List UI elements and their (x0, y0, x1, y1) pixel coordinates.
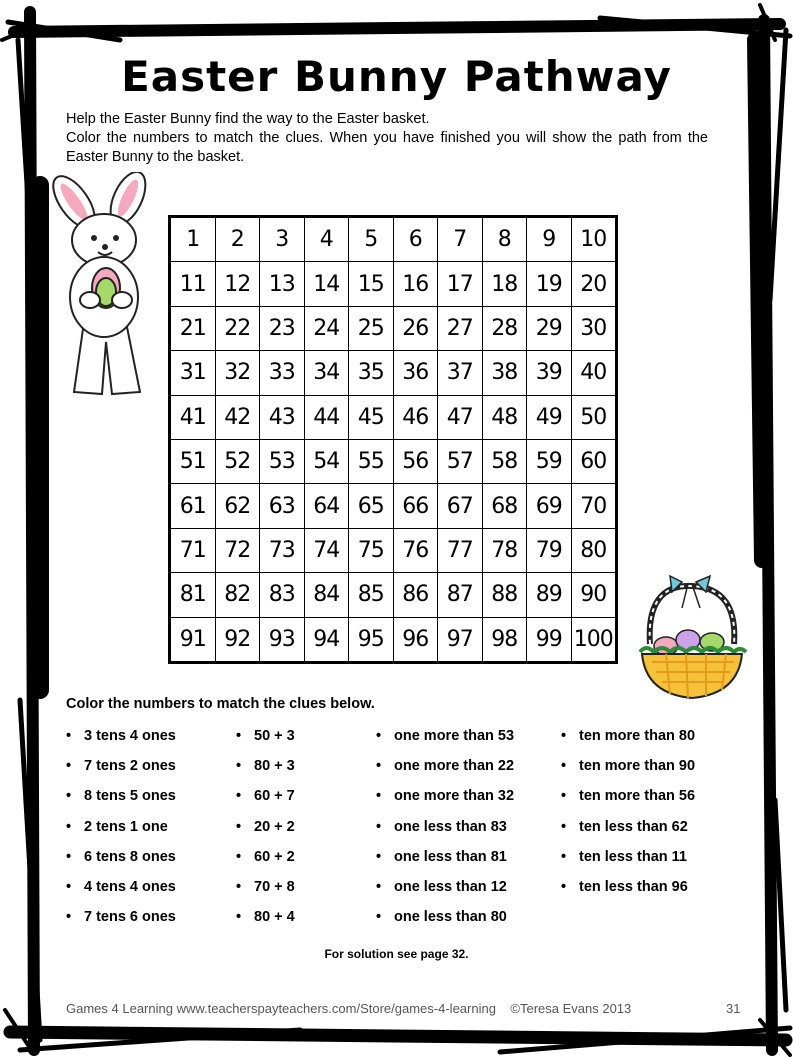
number-cell[interactable]: 29 (527, 306, 572, 350)
chart-row (170, 439, 617, 483)
chart-row (170, 573, 617, 617)
number-cell[interactable]: 2 (215, 217, 260, 262)
chart-row (170, 395, 617, 439)
number-cell[interactable]: 21 (170, 306, 216, 350)
number-cell[interactable]: 98 (482, 617, 527, 662)
chart-row (170, 528, 617, 572)
solution-note: For solution see page 32. (324, 947, 469, 961)
number-cell[interactable]: 48 (482, 395, 527, 439)
number-cell[interactable]: 62 (215, 484, 260, 528)
number-cell[interactable]: 1 (170, 217, 216, 262)
number-cell[interactable]: 40 (571, 351, 617, 395)
number-cell[interactable]: 90 (571, 573, 617, 617)
number-cell[interactable]: 78 (482, 528, 527, 572)
chart-row (170, 351, 617, 395)
number-cell[interactable]: 34 (304, 351, 349, 395)
number-cell[interactable]: 6 (393, 217, 438, 262)
number-cell[interactable]: 20 (571, 262, 617, 306)
number-cell[interactable]: 35 (349, 351, 394, 395)
number-cell[interactable]: 15 (349, 262, 394, 306)
clue-item: • one more than 32 (376, 787, 514, 817)
number-cell[interactable]: 30 (571, 306, 617, 350)
number-cell[interactable]: 51 (170, 439, 216, 483)
number-cell[interactable]: 94 (304, 617, 349, 662)
number-cell[interactable]: 14 (304, 262, 349, 306)
number-cell[interactable]: 4 (304, 217, 349, 262)
clue-item: • ten more than 90 (561, 757, 695, 787)
clue-item: • 60 + 2 (236, 848, 295, 878)
clue-column-3 (376, 727, 514, 938)
number-cell[interactable]: 19 (527, 262, 572, 306)
clue-item: • 80 + 3 (236, 757, 295, 787)
number-cell[interactable]: 88 (482, 573, 527, 617)
number-cell[interactable]: 77 (438, 528, 483, 572)
page-title: Easter Bunny Pathway (121, 52, 672, 101)
instructions (66, 110, 708, 167)
clue-item: • ten more than 56 (561, 787, 695, 817)
number-cell[interactable]: 46 (393, 395, 438, 439)
clue-item: • one more than 22 (376, 757, 514, 787)
clue-item: • one less than 12 (376, 878, 514, 908)
clue-item: • ten more than 80 (561, 727, 695, 757)
number-cell[interactable]: 16 (393, 262, 438, 306)
number-cell[interactable]: 95 (349, 617, 394, 662)
number-cell[interactable]: 49 (527, 395, 572, 439)
number-cell[interactable]: 69 (527, 484, 572, 528)
number-cell[interactable]: 8 (482, 217, 527, 262)
clue-item: • 80 + 4 (236, 908, 295, 938)
number-cell[interactable]: 41 (170, 395, 216, 439)
number-cell[interactable]: 74 (304, 528, 349, 572)
clue-column-1 (66, 727, 176, 938)
number-cell[interactable]: 3 (260, 217, 305, 262)
easter-bunny-illustration (44, 172, 168, 404)
hundreds-chart (168, 215, 618, 664)
number-cell[interactable]: 68 (482, 484, 527, 528)
number-cell[interactable]: 57 (438, 439, 483, 483)
number-cell[interactable]: 28 (482, 306, 527, 350)
number-cell[interactable]: 80 (571, 528, 617, 572)
number-cell[interactable]: 75 (349, 528, 394, 572)
number-cell[interactable]: 22 (215, 306, 260, 350)
number-cell[interactable]: 86 (393, 573, 438, 617)
number-cell[interactable]: 99 (527, 617, 572, 662)
number-cell[interactable]: 65 (349, 484, 394, 528)
clue-item: • 7 tens 6 ones (66, 908, 176, 938)
number-cell[interactable]: 82 (215, 573, 260, 617)
number-cell[interactable]: 56 (393, 439, 438, 483)
number-cell[interactable]: 66 (393, 484, 438, 528)
number-cell[interactable]: 72 (215, 528, 260, 572)
number-cell[interactable]: 59 (527, 439, 572, 483)
number-cell[interactable]: 91 (170, 617, 216, 662)
clue-column-2 (236, 727, 295, 938)
number-cell[interactable]: 96 (393, 617, 438, 662)
number-cell[interactable]: 39 (527, 351, 572, 395)
number-cell[interactable]: 43 (260, 395, 305, 439)
clue-item: • one less than 81 (376, 848, 514, 878)
clue-item: • 4 tens 4 ones (66, 878, 176, 908)
number-cell[interactable]: 10 (571, 217, 617, 262)
number-cell[interactable]: 36 (393, 351, 438, 395)
number-cell[interactable]: 70 (571, 484, 617, 528)
number-cell[interactable]: 61 (170, 484, 216, 528)
clue-item: • 20 + 2 (236, 818, 295, 848)
number-cell[interactable]: 63 (260, 484, 305, 528)
number-cell[interactable]: 31 (170, 351, 216, 395)
chart-row (170, 484, 617, 528)
number-cell[interactable]: 26 (393, 306, 438, 350)
footer-credit: Games 4 Learning www.teacherspayteachers.com/Store/games-4-learning ©Teresa Evans 2013 (66, 1001, 632, 1016)
chart-row (170, 306, 617, 350)
clue-item: • 70 + 8 (236, 878, 295, 908)
clue-item: • ten less than 11 (561, 848, 695, 878)
number-cell[interactable]: 24 (304, 306, 349, 350)
instruction-line-2: Color the numbers to match the clues. When you have finished you will show the path from the Easter Bunny to the basket. (66, 130, 708, 165)
clue-item: • one less than 80 (376, 908, 514, 938)
number-cell[interactable]: 47 (438, 395, 483, 439)
number-cell[interactable]: 97 (438, 617, 483, 662)
number-cell[interactable]: 60 (571, 439, 617, 483)
number-cell[interactable]: 93 (260, 617, 305, 662)
number-cell[interactable]: 11 (170, 262, 216, 306)
clue-column-4 (561, 727, 695, 908)
number-cell[interactable]: 73 (260, 528, 305, 572)
number-cell[interactable]: 13 (260, 262, 305, 306)
chart-row (170, 217, 617, 262)
number-cell[interactable]: 76 (393, 528, 438, 572)
clues-heading: Color the numbers to match the clues below. (66, 696, 375, 712)
number-cell[interactable]: 50 (571, 395, 617, 439)
number-cell[interactable]: 52 (215, 439, 260, 483)
number-cell[interactable]: 7 (438, 217, 483, 262)
number-cell[interactable]: 12 (215, 262, 260, 306)
number-cell[interactable]: 58 (482, 439, 527, 483)
number-cell[interactable]: 92 (215, 617, 260, 662)
chart-row (170, 617, 617, 662)
number-cell[interactable]: 18 (482, 262, 527, 306)
page-number: 31 (726, 1001, 741, 1016)
easter-basket-illustration (626, 574, 758, 702)
number-cell[interactable]: 64 (304, 484, 349, 528)
number-cell[interactable]: 89 (527, 573, 572, 617)
clue-item: • 2 tens 1 one (66, 818, 176, 848)
number-cell[interactable]: 42 (215, 395, 260, 439)
number-cell[interactable]: 25 (349, 306, 394, 350)
instruction-line-1: Help the Easter Bunny find the way to the Easter basket. (66, 111, 430, 127)
number-cell[interactable]: 53 (260, 439, 305, 483)
number-cell[interactable]: 44 (304, 395, 349, 439)
clue-item: • 60 + 7 (236, 787, 295, 817)
number-cell[interactable]: 81 (170, 573, 216, 617)
number-cell[interactable]: 79 (527, 528, 572, 572)
chart-row (170, 262, 617, 306)
number-cell[interactable]: 67 (438, 484, 483, 528)
number-cell[interactable]: 38 (482, 351, 527, 395)
number-cell[interactable]: 87 (438, 573, 483, 617)
number-cell[interactable]: 32 (215, 351, 260, 395)
number-cell[interactable]: 45 (349, 395, 394, 439)
number-cell[interactable]: 37 (438, 351, 483, 395)
clue-item: • 50 + 3 (236, 727, 295, 757)
clue-item: • ten less than 96 (561, 878, 695, 908)
number-cell[interactable]: 84 (304, 573, 349, 617)
number-cell[interactable]: 100 (571, 617, 617, 662)
number-cell[interactable]: 27 (438, 306, 483, 350)
number-cell[interactable]: 33 (260, 351, 305, 395)
clue-item: • 8 tens 5 ones (66, 787, 176, 817)
clue-item: • 3 tens 4 ones (66, 727, 176, 757)
number-cell[interactable]: 83 (260, 573, 305, 617)
number-cell[interactable]: 5 (349, 217, 394, 262)
number-cell[interactable]: 9 (527, 217, 572, 262)
clue-item: • one less than 83 (376, 818, 514, 848)
number-cell[interactable]: 85 (349, 573, 394, 617)
number-cell[interactable]: 17 (438, 262, 483, 306)
number-cell[interactable]: 54 (304, 439, 349, 483)
clue-item: • ten less than 62 (561, 818, 695, 848)
clue-item: • one more than 53 (376, 727, 514, 757)
clue-item: • 7 tens 2 ones (66, 757, 176, 787)
number-cell[interactable]: 23 (260, 306, 305, 350)
number-cell[interactable]: 55 (349, 439, 394, 483)
number-cell[interactable]: 71 (170, 528, 216, 572)
clue-item: • 6 tens 8 ones (66, 848, 176, 878)
